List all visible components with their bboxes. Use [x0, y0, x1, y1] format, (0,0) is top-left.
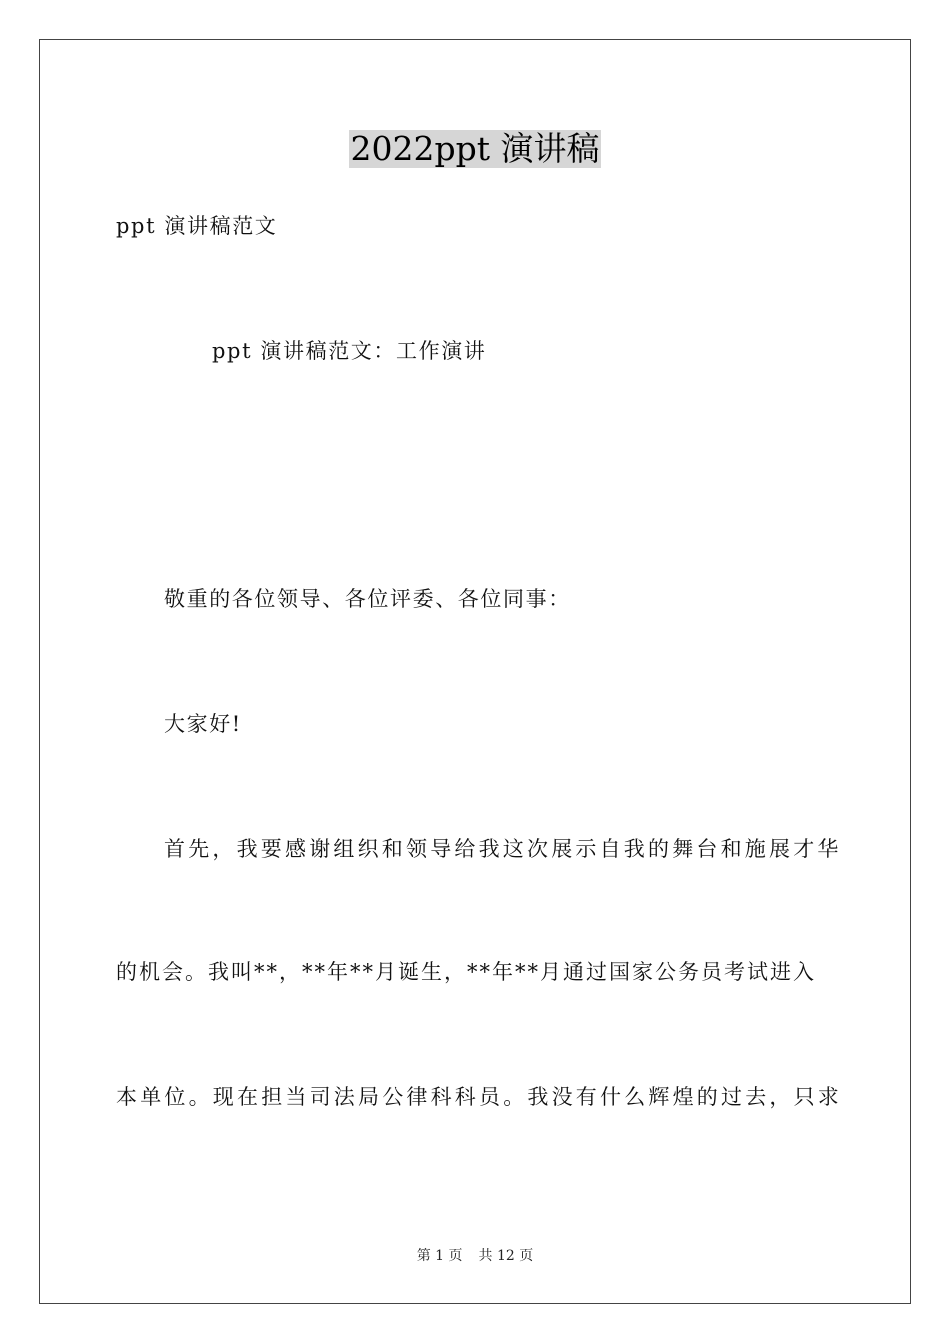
document-subtitle: ppt 演讲稿范文	[116, 214, 278, 238]
section-heading: ppt 演讲稿范文：工作演讲	[212, 339, 487, 363]
page-number-current: 第 1 页	[416, 1248, 463, 1264]
body-line: 的机会。我叫**，**年**月诞生，**年**月通过国家公务员考试进入	[116, 960, 816, 984]
body-line: 首先，我要感谢组织和领导给我这次展示自我的舞台和施展才华	[164, 837, 842, 861]
body-line: 本单位。现在担当司法局公律科科员。我没有什么辉煌的过去，只求	[116, 1085, 842, 1109]
page-footer	[0, 1247, 950, 1265]
greeting: 大家好!	[164, 712, 242, 736]
salutation: 敬重的各位领导、各位评委、各位同事：	[164, 587, 571, 611]
document-title: 2022ppt 演讲稿	[350, 129, 600, 168]
page-number-total: 共 12 页	[478, 1248, 534, 1264]
title-container	[0, 130, 950, 168]
